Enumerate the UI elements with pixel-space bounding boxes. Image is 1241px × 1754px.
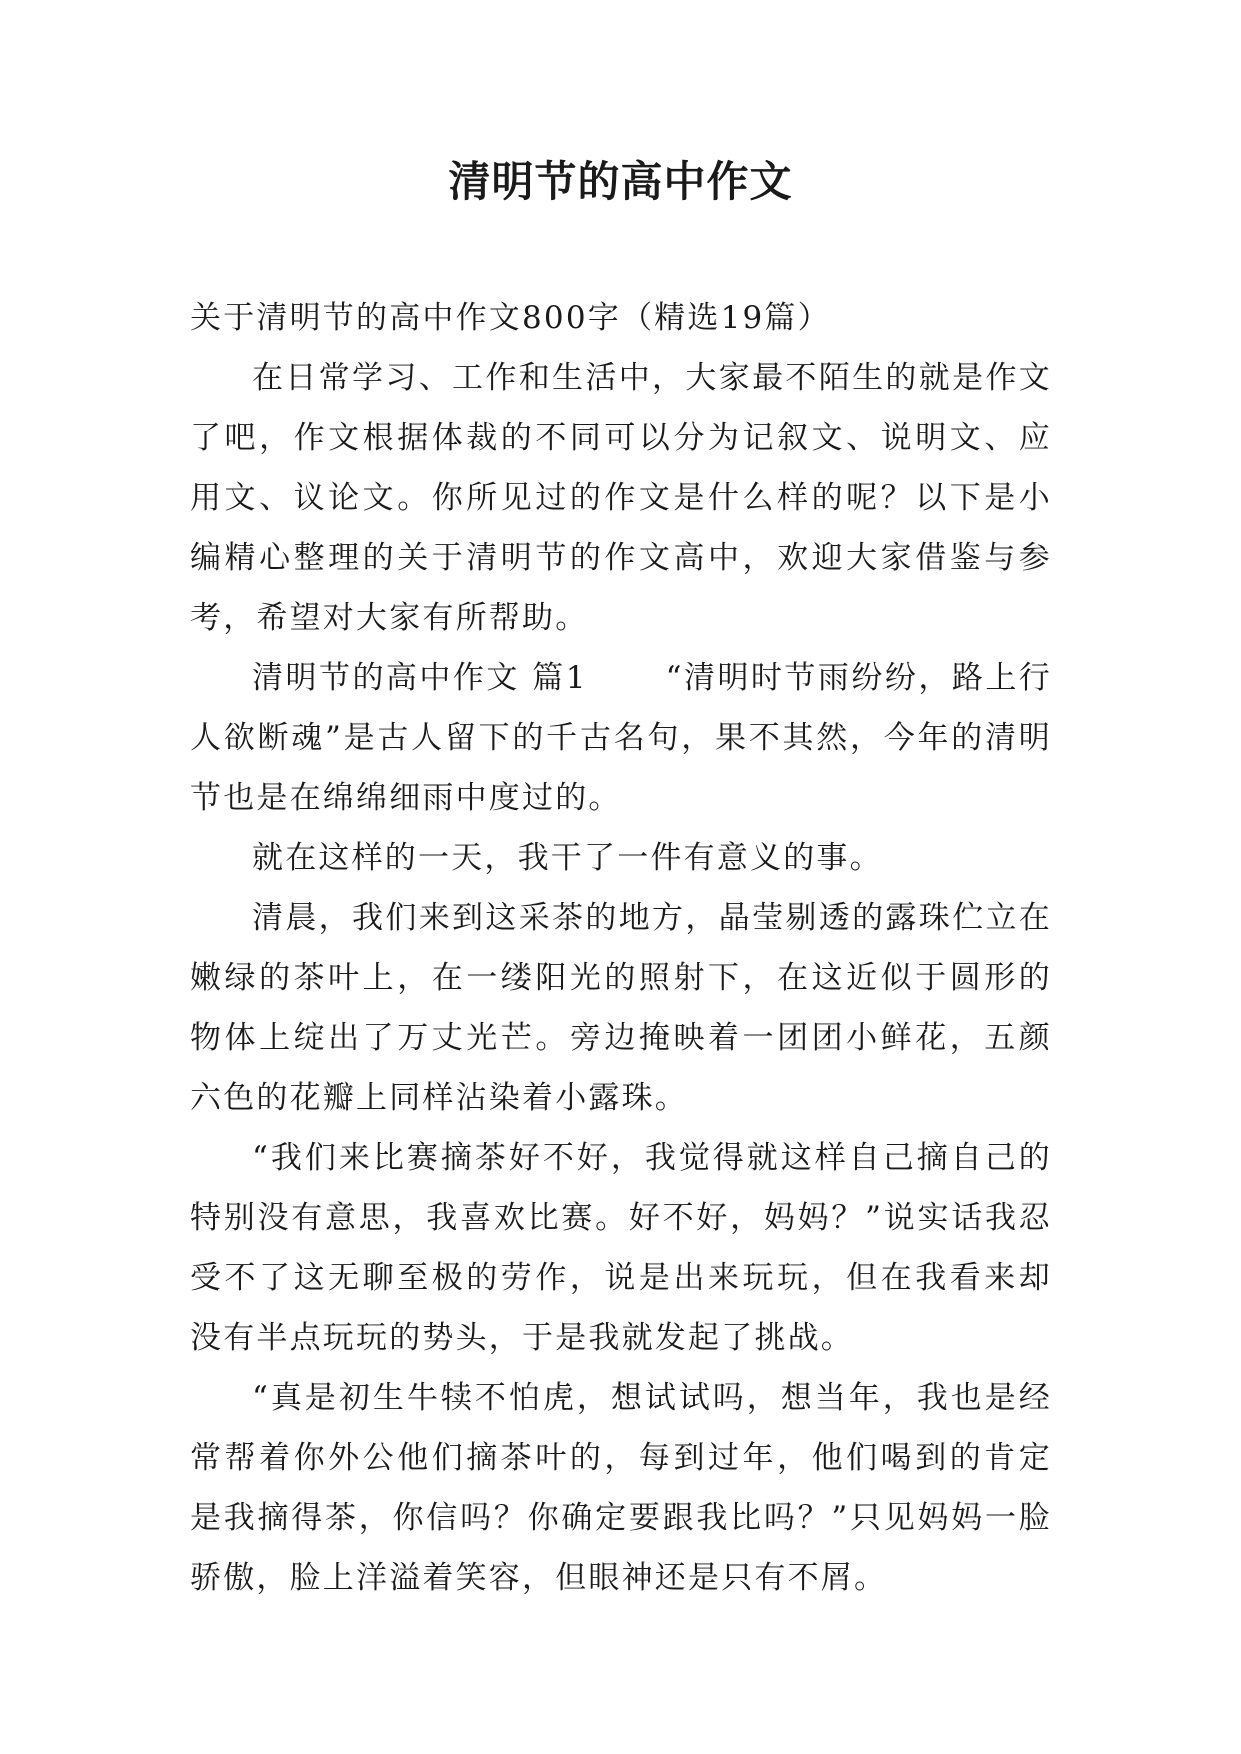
section-first-text: “清明时节雨纷纷，路上行人欲断魂”是古人留下的千古名句，果不其然，今年的清明节也是在绵绵细雨中度过的。 (190, 660, 1052, 816)
body-paragraph: “真是初生牛犊不怕虎，想试试吗，想当年，我也是经常帮着你外公他们摘茶叶的，每到过年，他们喝到的肯定是我摘得茶，你信吗？你确定要跟我比吗？”只见妈妈一脸骄傲，脸上洋溢着笑容，但眼神还是只有不屑。 (190, 1380, 1052, 1596)
body-paragraph: 就在这样的一天，我干了一件有意义的事。 (252, 840, 883, 876)
document-subtitle: 关于清明节的高中作文800字（精选19篇） (190, 300, 831, 336)
section-heading: 清明节的高中作文 篇1 (252, 660, 588, 696)
body-paragraph: “我们来比赛摘茶好不好，我觉得就这样自己摘自己的特别没有意思，我喜欢比赛。好不好，妈妈？”说实话我忍受不了这无聊至极的劳作，说是出来玩玩，但在我看来却没有半点玩玩的势头，于是我就发起了挑战。 (190, 1140, 1052, 1356)
section-first-paragraph (190, 648, 1052, 828)
document-title: 清明节的高中作文 (448, 157, 793, 206)
document-body (190, 288, 1052, 1608)
body-paragraph: 清晨，我们来到这采茶的地方，晶莹剔透的露珠伫立在嫩绿的茶叶上，在一缕阳光的照射下，在这近似于圆形的物体上绽出了万丈光芒。旁边掩映着一团团小鲜花，五颜六色的花瓣上同样沾染着小露珠。 (190, 900, 1052, 1116)
intro-paragraph: 在日常学习、工作和生活中，大家最不陌生的就是作文了吧，作文根据体裁的不同可以分为记叙文、说明文、应用文、议论文。你所见过的作文是什么样的呢？以下是小编精心整理的关于清明节的作文高中，欢迎大家借鉴与参考，希望对大家有所帮助。 (190, 360, 1052, 636)
